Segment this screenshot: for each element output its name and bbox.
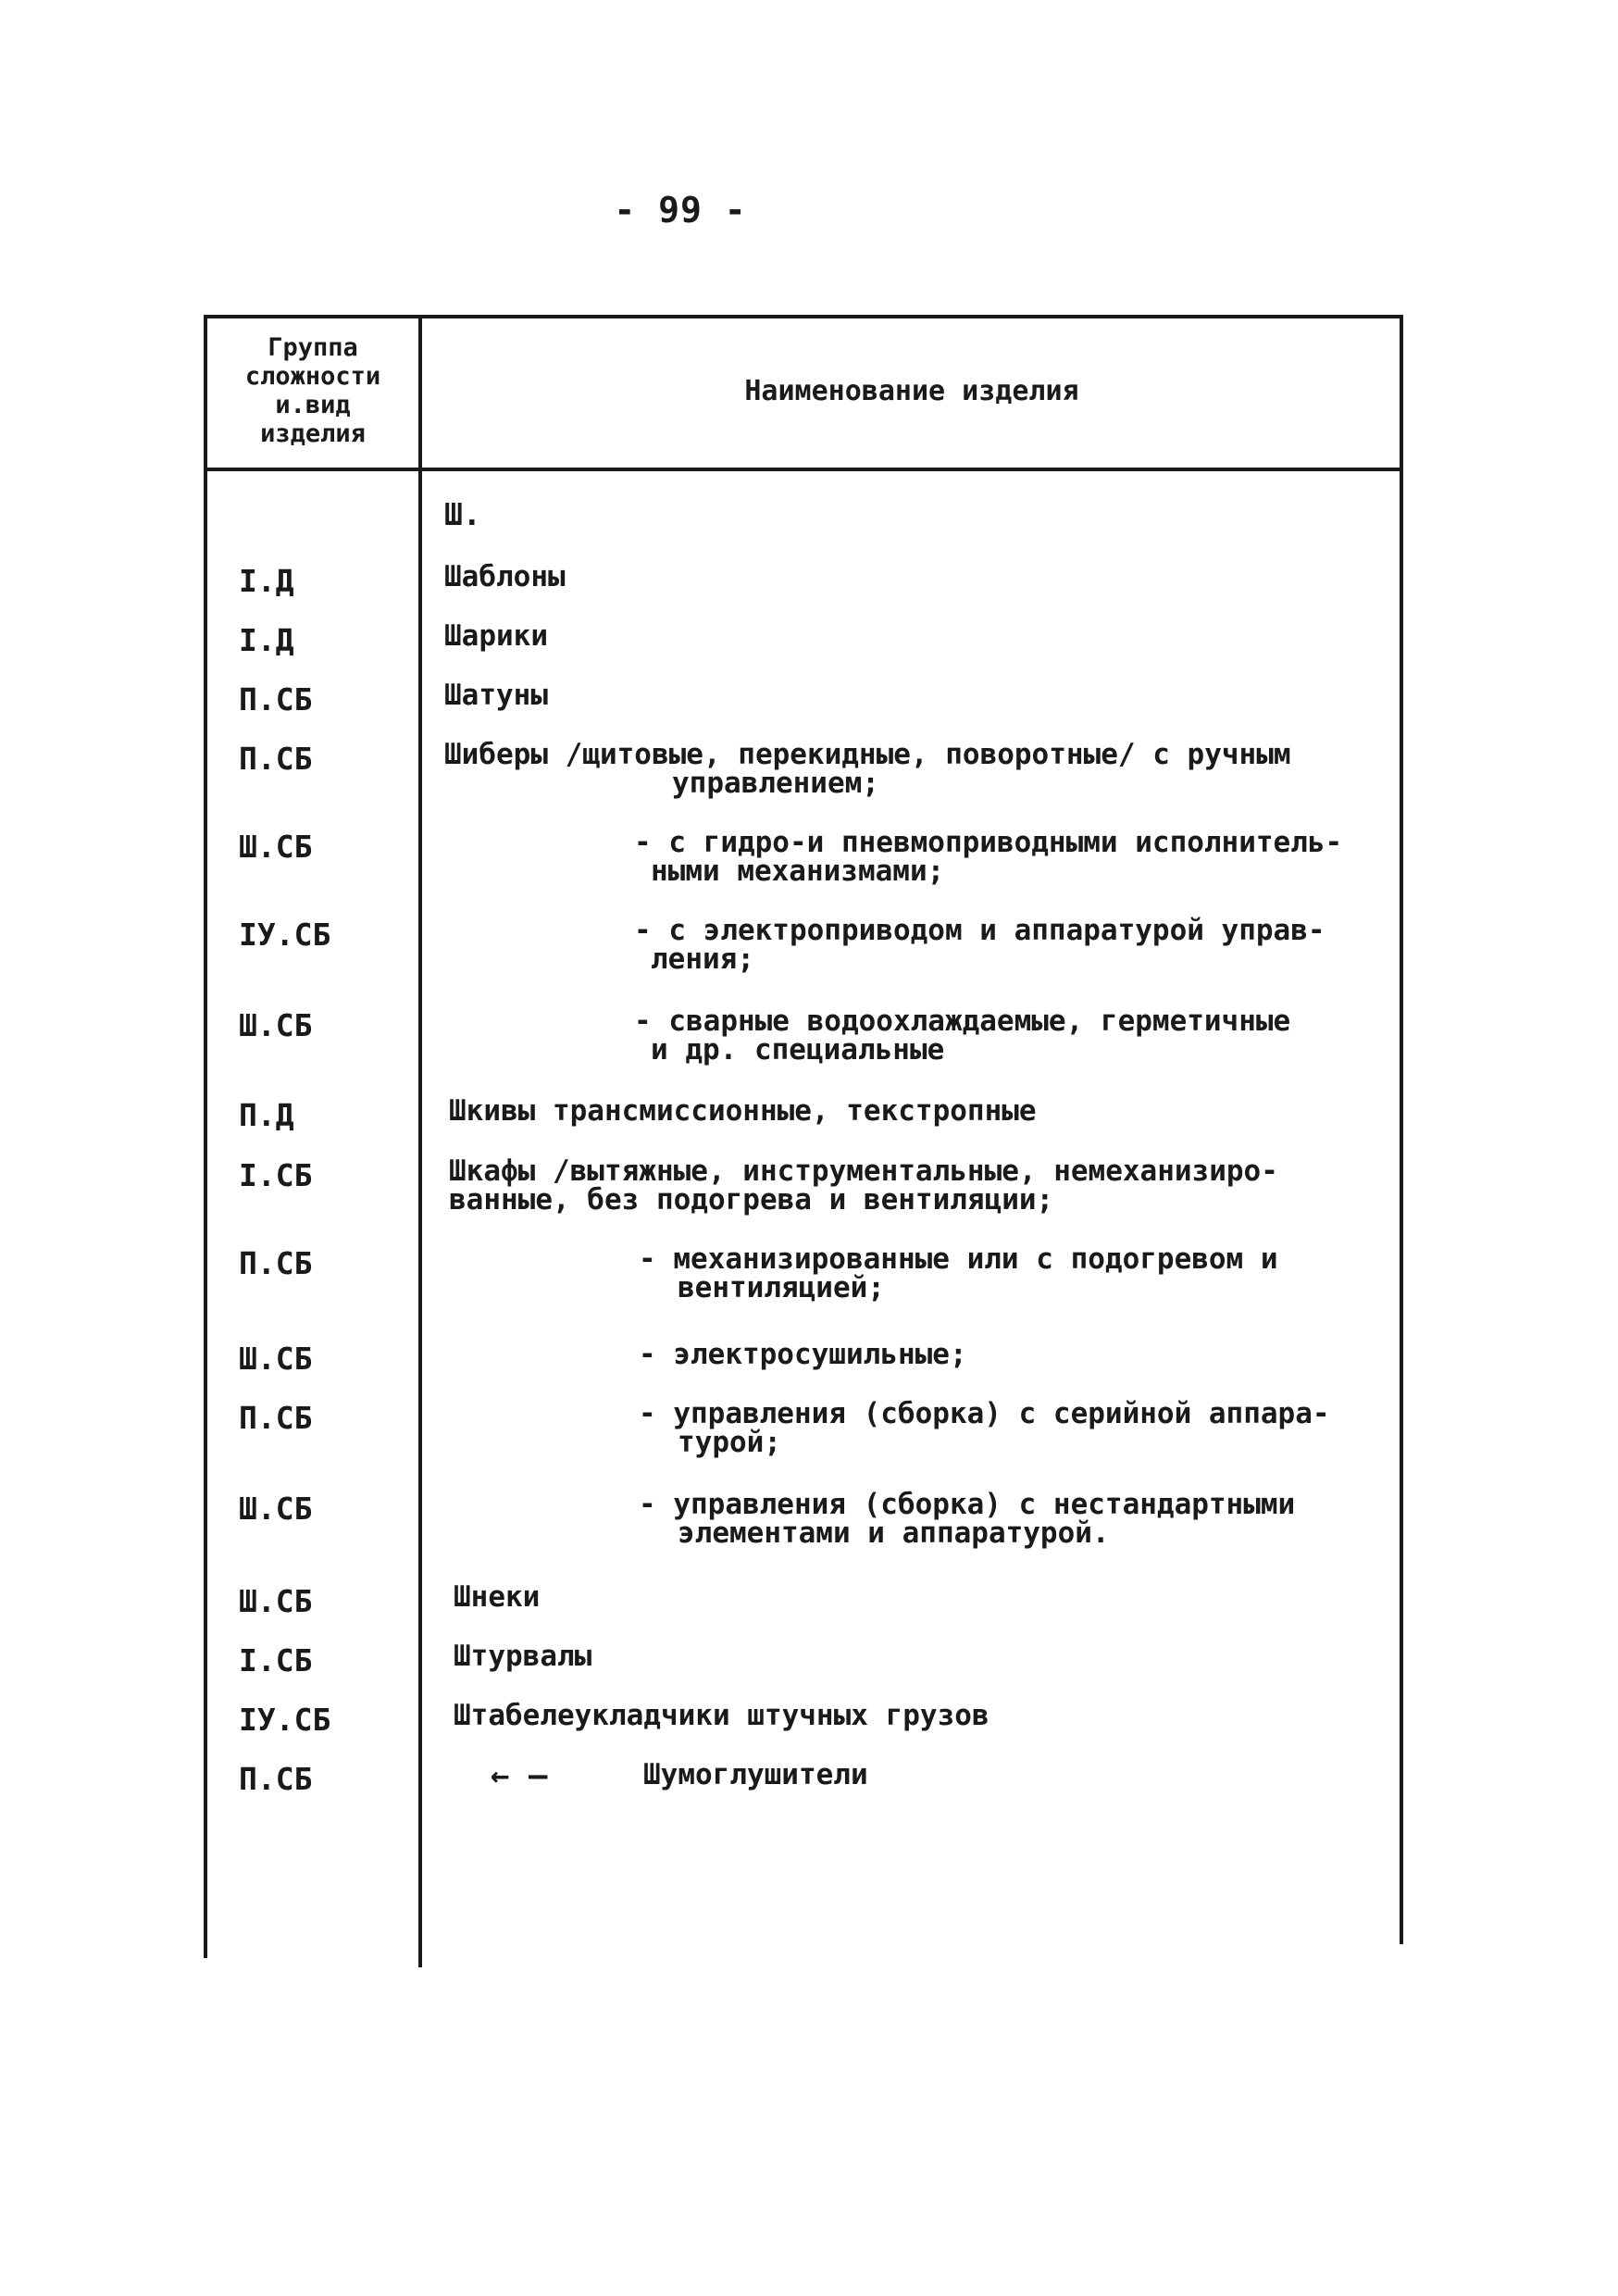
section-letter: Ш. (444, 496, 481, 532)
row-name-continuation: ванные, без подогрева и вентиляции; (449, 1183, 1054, 1217)
row-code: I.СБ (239, 1157, 313, 1193)
table-frame-left (204, 315, 207, 1958)
row-name (639, 1488, 1296, 1550)
row-name-line: - управления (сборка) с серийной аппара- (639, 1397, 1330, 1430)
row-name (639, 1397, 1330, 1459)
row-name-line: - с гидро-и пневмоприводными исполнитель- (634, 826, 1343, 859)
row-code: I.Д (239, 622, 294, 658)
row-name-line: Шиберы /щитовые, перекидные, поворотные/ с ручным (444, 738, 1291, 771)
row-name-continuation: ными механизмами; (651, 855, 945, 888)
row-name: Шумоглушители (643, 1758, 868, 1791)
row-name-line: - с электроприводом и аппаратурой управ- (634, 914, 1326, 947)
row-code: Ш.СБ (239, 1007, 313, 1043)
row-name: Шкивы трансмиссионные, текстропные (449, 1094, 1037, 1128)
row-name-line: - механизированные или с подогревом и (639, 1242, 1278, 1276)
row-code: П.СБ (239, 1761, 313, 1797)
row-name-continuation: управлением; (672, 767, 879, 800)
page-number: - 99 - (614, 190, 747, 231)
row-code: I.Д (239, 563, 294, 599)
row-code: П.Д (239, 1097, 294, 1133)
row-code: П.СБ (239, 741, 313, 777)
header-line: Группа (268, 333, 358, 362)
row-name-continuation: турой; (678, 1426, 781, 1459)
row-name: Шнеки (454, 1580, 541, 1614)
row-code: IУ.СБ (239, 1702, 331, 1738)
table-frame-right (1400, 315, 1403, 1944)
row-name (444, 738, 1291, 800)
arrow-mark: ← — (491, 1757, 548, 1794)
row-name-continuation: вентиляцией; (678, 1271, 885, 1304)
row-name (449, 1154, 1278, 1217)
row-name: Шатуны (444, 679, 548, 712)
row-name-continuation: ления; (651, 942, 754, 976)
row-name: Штабелеукладчики штучных грузов (454, 1699, 989, 1732)
row-name: Шаблоны (444, 560, 566, 593)
row-name-line: - управления (сборка) с нестандартными (639, 1488, 1296, 1521)
row-name (634, 914, 1326, 976)
row-name: - электросушильные; (639, 1338, 967, 1371)
row-code: IУ.СБ (239, 917, 331, 953)
row-code: П.СБ (239, 681, 313, 718)
row-name (639, 1242, 1278, 1304)
row-code: П.СБ (239, 1245, 313, 1281)
header-product-name: Наименование изделия (744, 375, 1079, 407)
row-code: П.СБ (239, 1400, 313, 1436)
row-name (634, 826, 1343, 888)
row-code: Ш.СБ (239, 1341, 313, 1377)
row-code: Ш.СБ (239, 829, 313, 865)
header-complexity-group (209, 333, 417, 448)
row-code: I.СБ (239, 1642, 313, 1678)
table-column-divider (418, 315, 422, 1967)
header-line: и.вид (275, 391, 351, 419)
row-name-continuation: и др. специальные (651, 1033, 945, 1067)
row-name (634, 1004, 1291, 1067)
row-name: Шарики (444, 619, 548, 653)
header-line: сложности (244, 362, 381, 391)
row-code: Ш.СБ (239, 1491, 313, 1527)
header-line: изделия (260, 419, 366, 448)
row-name-line: - сварные водоохлаждаемые, герметичные (634, 1004, 1291, 1038)
row-name-continuation: элементами и аппаратурой. (678, 1516, 1110, 1550)
row-code: Ш.СБ (239, 1583, 313, 1619)
row-name: Штурвалы (454, 1640, 592, 1673)
table-frame-top (204, 315, 1403, 318)
table-header-divider (204, 468, 1403, 471)
row-name-line: Шкафы /вытяжные, инструментальные, немеханизиро- (449, 1154, 1278, 1188)
